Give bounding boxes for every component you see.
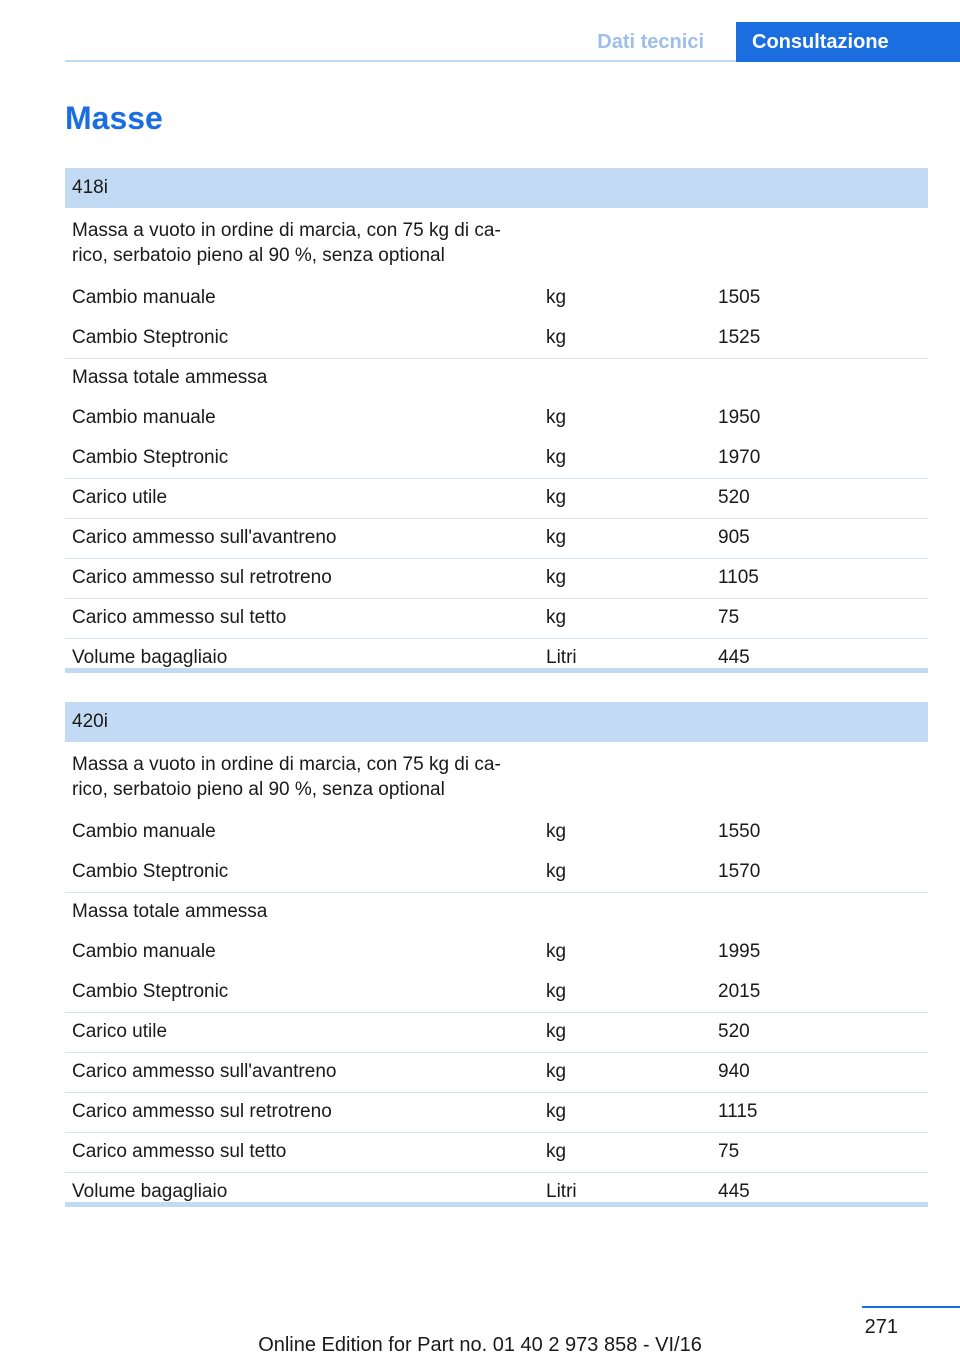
row-value: 520 [711, 1012, 928, 1052]
row-value: 1505 [718, 287, 761, 308]
row-value: 1105 [711, 558, 928, 598]
row-unit: kg [539, 598, 711, 638]
row-label: Volume bagagliaio [65, 638, 539, 678]
row-unit: kg [539, 518, 711, 558]
table-row [65, 398, 928, 438]
row-label: Cambio manuale [72, 407, 216, 428]
model-name: 420i [65, 702, 928, 742]
table-end-rule [65, 668, 928, 673]
row-value: 445 [711, 638, 928, 678]
page-header [65, 0, 960, 62]
table-row [65, 742, 928, 812]
row-unit: kg [546, 821, 567, 842]
page-number: 271 [864, 1316, 898, 1338]
row-unit: kg [546, 941, 567, 962]
table-row [65, 1132, 928, 1172]
table-model-row [65, 168, 928, 208]
row-label: Cambio manuale [72, 287, 216, 308]
row-label: Cambio Steptronic [72, 326, 229, 348]
row-unit: kg [546, 326, 567, 348]
row-label: Massa totale ammessa [65, 358, 539, 398]
table-row [65, 518, 928, 558]
row-unit: kg [546, 860, 567, 882]
row-label: Carico ammesso sul tetto [65, 598, 539, 638]
page-title: Masse [65, 100, 163, 136]
table-row [65, 558, 928, 598]
row-label: Volume bagagliaio [65, 1172, 539, 1212]
row-label: Cambio Steptronic [72, 980, 229, 1002]
chapter-tab[interactable]: Consultazione [736, 22, 960, 62]
table-row [65, 852, 928, 892]
row-unit: kg [546, 980, 567, 1002]
table-row [65, 318, 928, 358]
row-label: Massa a vuoto in ordine di marcia, con 75 kg di ca-rico, serbatoio pieno al 90 %, senza optional [72, 754, 501, 800]
row-label: Cambio Steptronic [72, 860, 229, 882]
table-row [65, 278, 928, 318]
row-value: 75 [711, 598, 928, 638]
row-unit: kg [546, 407, 567, 428]
row-unit: kg [539, 478, 711, 518]
table-row [65, 932, 928, 972]
row-label: Carico ammesso sul retrotreno [65, 1092, 539, 1132]
table-row [65, 812, 928, 852]
row-value: 1970 [718, 446, 761, 468]
row-label: Cambio manuale [72, 821, 216, 842]
row-label: Carico ammesso sull'avantreno [65, 518, 539, 558]
row-label: Cambio manuale [72, 941, 216, 962]
row-value: 1995 [718, 941, 761, 962]
row-value: 1550 [718, 821, 761, 842]
row-unit: kg [539, 1052, 711, 1092]
row-label: Carico utile [65, 1012, 539, 1052]
row-value: 1570 [718, 860, 761, 882]
row-unit: kg [546, 446, 567, 468]
footer-rule [862, 1306, 960, 1308]
table-row [65, 208, 928, 278]
table-row [65, 1092, 928, 1132]
row-unit: Litri [539, 638, 711, 678]
row-unit: kg [539, 558, 711, 598]
table-row [65, 478, 928, 518]
mass-table-418i [65, 168, 928, 678]
model-name: 418i [65, 168, 928, 208]
row-value: 940 [711, 1052, 928, 1092]
row-unit: kg [539, 1012, 711, 1052]
row-value: 1525 [718, 326, 761, 348]
table-row [65, 972, 928, 1012]
row-label: Massa totale ammessa [65, 892, 539, 932]
row-value: 905 [711, 518, 928, 558]
row-label: Carico ammesso sull'avantreno [65, 1052, 539, 1092]
mass-table-420i [65, 702, 928, 1212]
row-label: Carico ammesso sul retrotreno [65, 558, 539, 598]
row-unit: kg [546, 287, 567, 308]
table-model-row [65, 702, 928, 742]
table-row [65, 1012, 928, 1052]
row-value: 445 [711, 1172, 928, 1212]
row-value: 1115 [711, 1092, 928, 1132]
table-row [65, 1052, 928, 1092]
row-label: Massa a vuoto in ordine di marcia, con 75 kg di ca-rico, serbatoio pieno al 90 %, senza optional [72, 220, 501, 266]
table-row [65, 358, 928, 398]
row-label: Cambio Steptronic [72, 446, 229, 468]
row-label: Carico ammesso sul tetto [65, 1132, 539, 1172]
row-unit: kg [539, 1092, 711, 1132]
row-value: 75 [711, 1132, 928, 1172]
edition-note: Online Edition for Part no. 01 40 2 973 858 - VI/16 [258, 1334, 702, 1356]
table-row [65, 598, 928, 638]
row-value: 2015 [718, 980, 761, 1002]
table-end-rule [65, 1202, 928, 1207]
table-row [65, 438, 928, 478]
table-row [65, 892, 928, 932]
row-value: 520 [711, 478, 928, 518]
row-unit: kg [539, 1132, 711, 1172]
row-unit: Litri [539, 1172, 711, 1212]
row-value: 1950 [718, 407, 761, 428]
section-tab[interactable]: Dati tecnici [597, 31, 704, 53]
row-label: Carico utile [65, 478, 539, 518]
